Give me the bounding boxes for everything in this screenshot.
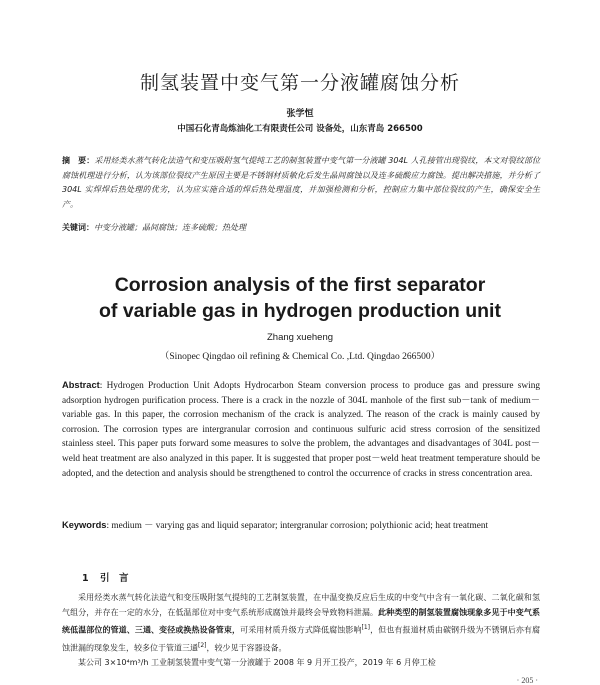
section-number: 1	[82, 573, 89, 584]
chinese-abstract-label: 摘 要：	[62, 156, 95, 165]
body-text	[62, 590, 540, 670]
chinese-keywords-label: 关键词：	[62, 223, 94, 232]
reference-mark: [1]	[361, 624, 371, 631]
english-affiliation: （Sinopec Qingdao oil refining & Chemical Co. ,Ltd. Qingdao 266500）	[159, 352, 441, 362]
english-title-line2: of variable gas in hydrogen production unit	[99, 300, 501, 322]
reference-mark: [2]	[198, 641, 207, 649]
english-keywords	[62, 518, 540, 534]
chinese-keywords-text: 中变分液罐；晶间腐蚀；连多硫酸；热处理	[94, 223, 246, 232]
page-number: · 205 ·	[516, 676, 538, 685]
section-heading	[82, 570, 128, 584]
english-author: Zhang xueheng	[266, 332, 334, 343]
chinese-author: 张学恒	[286, 109, 314, 119]
english-keywords-label: Keywords	[62, 520, 107, 530]
chinese-keywords	[62, 222, 540, 233]
english-keywords-text: : medium － varying gas and liquid separator; intergranular corrosion; polythionic acid; heat treatment	[106, 521, 489, 531]
english-abstract-text: : Hydrogen Production Unit Adopts Hydrocarbon Steam conversion process to produce gas and pressure swing adsorption hydrogen purification process. There is a crack in the nozzle of 304L manhole of the first sub－tank of medium－variable gas. In this paper, the corrosion mechanism of the crack is analyzed. The reason of the crack is mainly caused by corrosion. The corrosion types are intergranular corrosion and continuous sulfuric acid stress corrosion of the sensitized stainless steel. This paper puts forward some measures to solve the problem, the advantages and disadvantages of 304L post－weld heat treatment are also analyzed in this paper. It is suggested that proper post－weld heat treatment temperature should be adopted, and the detection and analysis should be strengthened to control the occurrence of cracks in stress concentration area.	[62, 381, 540, 479]
english-title	[0, 272, 600, 324]
body-paragraph-1: 采用烃类水蒸气转化法造气和变压吸附氢气提纯的工艺制氢装置，在中温变换反应后生成的中变气中含有一氧化碳、二氧化碳和氢气组分，并存在一定的水分，在低温部位对中变气系统形成腐蚀并最终会导致物料泄漏。此种类型的制氢装置腐蚀现象多见于中变气系统低温部位的管道、三通、变径或换热设备管束，可采用材质升级方式降低腐蚀影响[1]，但也有报道材质由碳钢升级为不锈钢后亦有腐蚀泄漏的现象发生，较多位于管道三通[2]，较少见于容器设备。	[62, 593, 541, 653]
english-abstract	[62, 378, 540, 481]
chinese-affiliation: 中国石化青岛炼油化工有限责任公司 设备处，山东青岛 266500	[177, 124, 423, 134]
section-title: 引 言	[99, 573, 129, 584]
chinese-abstract	[62, 154, 540, 212]
chinese-title: 制氢装置中变气第一分液罐腐蚀分析	[139, 72, 460, 94]
chinese-abstract-text: 采用烃类水蒸气转化法造气和变压吸附氢气提纯工艺的制氢装置中变气第一分液罐 304L 人孔接管出现裂纹，本文对裂纹部位腐蚀机理进行分析，认为该部位裂纹产生原因主要是不锈钢材质敏化后发生晶间腐蚀以及连多硫酸应力腐蚀。提出解决措施，并分析了 304L 实焊焊后热处理的优劣，认为应实施合适的焊后热处理温度，并加强检测和分析，控制应力集中部位裂纹的产生，确保安全生产。	[62, 156, 541, 209]
english-abstract-label: Abstract	[62, 380, 100, 390]
body-paragraph-2: 某公司 3×10⁴m³/h 工业制氢装置中变气第一分液罐于 2008 年 9 月开工投产，2019 年 6 月停工检	[78, 658, 436, 668]
english-title-line1: Corrosion analysis of the first separator	[114, 274, 486, 296]
